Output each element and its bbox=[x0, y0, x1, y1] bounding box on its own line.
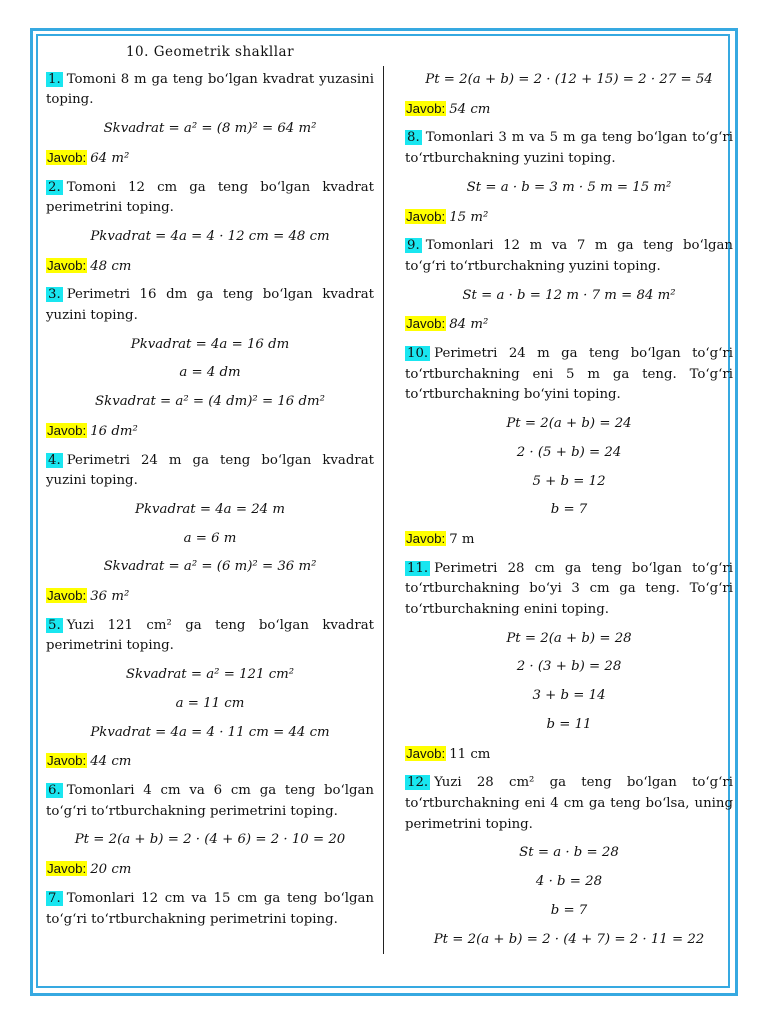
equation: Pt = 2(a + b) = 24 bbox=[506, 416, 632, 432]
equation: 2 · (5 + b) = 24 bbox=[516, 444, 622, 460]
left-column bbox=[46, 42, 374, 936]
answer-label: Javob: bbox=[47, 861, 87, 877]
problem-block bbox=[46, 70, 374, 170]
problem-number: 11. bbox=[407, 560, 429, 576]
problem-block bbox=[46, 889, 374, 930]
problem-number: 2. bbox=[48, 179, 61, 195]
equation: Pt = 2(a + b) = 2 · (4 + 7) = 2 · 11 = 22 bbox=[433, 931, 705, 947]
answer-line bbox=[46, 859, 374, 881]
problem-number: 10. bbox=[407, 346, 429, 362]
answer-line bbox=[46, 751, 374, 773]
problem-block bbox=[46, 616, 374, 773]
answer-label: Javob: bbox=[406, 530, 446, 546]
equation: Pkvadrat = 4a = 4 · 11 cm = 44 cm bbox=[90, 724, 330, 740]
answer-value: 84 m² bbox=[449, 317, 489, 333]
answer-value: 36 m² bbox=[90, 589, 130, 605]
problem-text bbox=[46, 616, 374, 657]
answer-label: Javob: bbox=[47, 588, 87, 604]
answer-line bbox=[46, 256, 374, 278]
answer-line bbox=[405, 207, 733, 229]
problem-text bbox=[405, 344, 733, 406]
problem-text bbox=[46, 178, 374, 219]
answer-value: 44 cm bbox=[90, 754, 132, 770]
answer-value: 54 cm bbox=[449, 101, 491, 117]
problem-block bbox=[46, 178, 374, 278]
equation: Pkvadrat = 4a = 16 dm bbox=[130, 336, 290, 352]
answer-label: Javob: bbox=[406, 100, 446, 116]
problem-text bbox=[405, 128, 733, 169]
problem-statement: Tomoni 8 m ga teng bo‘lgan kvadrat yuzasini toping. bbox=[46, 71, 374, 108]
equation: Pkvadrat = 4a = 24 m bbox=[135, 501, 285, 517]
answer-line bbox=[46, 421, 374, 443]
answer-value: 7 m bbox=[449, 531, 475, 547]
problem-block bbox=[405, 559, 733, 766]
answer-label: Javob: bbox=[47, 422, 87, 438]
answer-value: 20 cm bbox=[90, 862, 132, 878]
equation: b = 7 bbox=[550, 502, 588, 518]
equation: a = 4 dm bbox=[179, 365, 241, 381]
problem-block bbox=[405, 128, 733, 228]
problem-number: 5. bbox=[48, 617, 61, 633]
equation: a = 11 cm bbox=[175, 695, 245, 711]
equation: Skvadrat = a² = (6 m)² = 36 m² bbox=[103, 559, 317, 575]
problem-text bbox=[405, 236, 733, 277]
equation: Pt = 2(a + b) = 28 bbox=[506, 630, 632, 646]
problem-statement: Perimetri 28 cm ga teng bo‘lgan to‘g‘ri to‘rtburchakning bo‘yi 3 cm ga teng. To‘g‘ri to‘rtburchakning enini toping. bbox=[405, 560, 733, 618]
problem-statement: Tomonlari 12 cm va 15 cm ga teng bo‘lgan to‘g‘ri to‘rtburchakning perimetrini toping. bbox=[46, 890, 374, 927]
answer-value: 48 cm bbox=[90, 258, 132, 274]
problem-block bbox=[46, 451, 374, 608]
problem-text bbox=[46, 70, 374, 111]
problem-statement: Tomonlari 12 m va 7 m ga teng bo‘lgan to‘g‘ri to‘rtburchakning yuzini toping. bbox=[405, 238, 733, 274]
problem-statement: Perimetri 24 m ga teng bo‘lgan kvadrat yuzini toping. bbox=[46, 452, 374, 489]
equation: b = 7 bbox=[550, 902, 588, 918]
problem-statement: Perimetri 24 m ga teng bo‘lgan to‘g‘ri to‘rtburchakning eni 5 m ga teng. To‘g‘ri to‘rtburchakning bo‘yini toping. bbox=[405, 346, 733, 403]
equation: 3 + b = 14 bbox=[532, 688, 606, 704]
problem-number: 4. bbox=[48, 452, 61, 468]
problem-text bbox=[46, 889, 374, 930]
right-problems bbox=[405, 70, 733, 950]
problem-text bbox=[405, 773, 733, 835]
answer-label: Javob: bbox=[47, 753, 87, 769]
problem-number: 3. bbox=[48, 287, 61, 303]
answer-value: 11 cm bbox=[449, 746, 491, 762]
answer-label: Javob: bbox=[406, 316, 446, 332]
problem-statement: Perimetri 16 dm ga teng bo‘lgan kvadrat yuzini toping. bbox=[46, 287, 374, 324]
problem-text bbox=[46, 451, 374, 492]
page-title: 10. Geometrik shakllar bbox=[125, 44, 295, 60]
equation: St = a · b = 3 m · 5 m = 15 m² bbox=[466, 179, 672, 195]
problem-block bbox=[405, 236, 733, 336]
answer-line bbox=[46, 148, 374, 170]
left-problems bbox=[46, 70, 374, 931]
equation: Skvadrat = a² = (8 m)² = 64 m² bbox=[103, 121, 317, 137]
answer-value: 15 m² bbox=[449, 209, 489, 225]
problem-text bbox=[46, 285, 374, 326]
problem-block bbox=[405, 344, 733, 551]
equation: b = 11 bbox=[546, 716, 592, 732]
equation: 2 · (3 + b) = 28 bbox=[516, 659, 622, 675]
answer-label: Javob: bbox=[406, 208, 446, 224]
equation: 5 + b = 12 bbox=[532, 473, 606, 489]
equation: St = a · b = 28 bbox=[519, 845, 619, 861]
answer-value: 16 dm² bbox=[90, 423, 138, 439]
problem-number: 8. bbox=[407, 130, 420, 146]
problem-block bbox=[405, 773, 733, 950]
answer-label: Javob: bbox=[47, 257, 87, 273]
answer-value: 64 m² bbox=[90, 150, 130, 166]
answer-line bbox=[46, 586, 374, 608]
answer-line bbox=[405, 744, 733, 766]
problem-statement: Tomoni 12 cm ga teng bo‘lgan kvadrat perimetrini toping. bbox=[46, 179, 374, 216]
equation: Pkvadrat = 4a = 4 · 12 cm = 48 cm bbox=[90, 228, 330, 244]
problem-number: 7. bbox=[48, 890, 61, 906]
column-divider bbox=[383, 66, 384, 954]
problem-number: 9. bbox=[407, 238, 420, 254]
problem-statement: Yuzi 121 cm² ga teng bo‘lgan kvadrat perimetrini toping. bbox=[46, 617, 374, 654]
answer-label: Javob: bbox=[47, 149, 87, 165]
problem-block bbox=[46, 781, 374, 881]
problem-number: 6. bbox=[48, 782, 61, 798]
problem-number: 1. bbox=[48, 71, 61, 87]
equation: 4 · b = 28 bbox=[535, 874, 603, 890]
equation: Pt = 2(a + b) = 2 · (12 + 15) = 2 · 27 = 54 bbox=[425, 72, 713, 87]
problem-text bbox=[46, 781, 374, 822]
equation: a = 6 m bbox=[183, 530, 237, 546]
problem-block bbox=[405, 70, 733, 120]
answer-line bbox=[405, 529, 733, 551]
problem-statement: Yuzi 28 cm² ga teng bo‘lgan to‘g‘ri to‘rtburchakning eni 4 cm ga teng bo‘lsa, uning perimetrini toping. bbox=[405, 775, 733, 832]
problem-statement: Tomonlari 4 cm va 6 cm ga teng bo‘lgan to‘g‘ri to‘rtburchakning perimetrini toping. bbox=[46, 782, 374, 819]
equation: Skvadrat = a² = 121 cm² bbox=[125, 667, 295, 683]
right-column bbox=[405, 62, 733, 958]
equation: Skvadrat = a² = (4 dm)² = 16 dm² bbox=[95, 394, 325, 410]
problem-number: 12. bbox=[407, 775, 429, 791]
answer-label: Javob: bbox=[406, 745, 446, 761]
equation: Pt = 2(a + b) = 2 · (4 + 6) = 2 · 10 = 20 bbox=[74, 832, 346, 848]
problem-statement: Tomonlari 3 m va 5 m ga teng bo‘lgan to‘g‘ri to‘rtburchakning yuzini toping. bbox=[405, 130, 733, 167]
equation: St = a · b = 12 m · 7 m = 84 m² bbox=[462, 287, 676, 303]
problem-block bbox=[46, 285, 374, 442]
answer-line bbox=[405, 314, 733, 336]
problem-text bbox=[405, 559, 733, 621]
answer-line bbox=[405, 99, 733, 121]
